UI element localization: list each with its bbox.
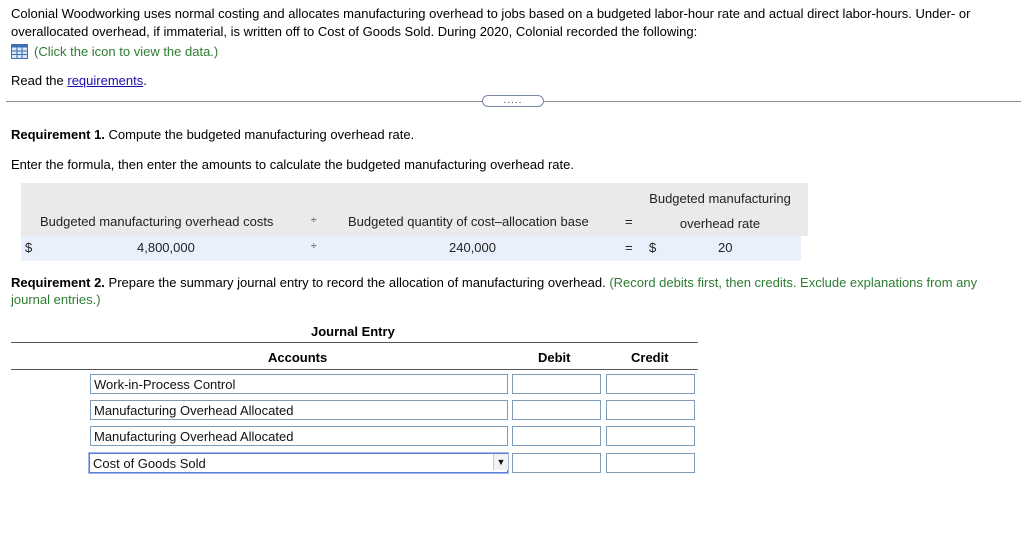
read-requirements [11, 73, 147, 88]
credit-column-header: Credit [631, 350, 669, 365]
account-input-row-3[interactable]: Manufacturing Overhead Allocated [90, 426, 508, 446]
credit-input-row-4[interactable] [606, 453, 695, 473]
requirement-2-label: Requirement 2. [11, 275, 105, 290]
account-input-row-1[interactable]: Work-in-Process Control [90, 374, 508, 394]
data-link-text[interactable]: (Click the icon to view the data.) [34, 43, 219, 59]
journal-entry-title: Journal Entry [311, 324, 395, 339]
divide-operator: ÷ [311, 215, 317, 226]
read-prefix: Read the [11, 73, 68, 88]
requirement-1-label: Requirement 1. [11, 127, 105, 142]
expand-button[interactable]: ..... [482, 95, 544, 107]
account-select-value-row-4[interactable]: Cost of Goods Sold [89, 453, 508, 473]
credit-input-row-1[interactable] [606, 374, 695, 394]
requirement-2-note: (Record debits first, then credits. Exclude explanations from any journal entries.) [11, 275, 978, 307]
debit-input-row-1[interactable] [512, 374, 601, 394]
equals-sign-values: = [625, 240, 633, 255]
requirements-link[interactable]: requirements [67, 73, 144, 88]
numerator-value[interactable]: 4,800,000 [137, 240, 195, 255]
accounts-column-header: Accounts [268, 350, 328, 365]
denominator-label: Budgeted quantity of cost–allocation base [348, 214, 589, 229]
problem-intro: Colonial Woodworking uses normal costing and allocates manufacturing overhead to jobs based on a budgeted labor-hour rate and actual direct labor-hours. Under- or overallocated overhead, if immaterial, is written off to Cost of Goods Sold. During 2020, Colonial recorded the following: [11, 6, 971, 39]
numerator-label: Budgeted manufacturing overhead costs [40, 214, 274, 229]
requirement-2-heading [11, 274, 1011, 308]
currency-sign-numerator: $ [25, 240, 33, 255]
account-select-row-4[interactable] [88, 452, 509, 474]
credit-input-row-3[interactable] [606, 426, 695, 446]
account-input-row-2[interactable]: Manufacturing Overhead Allocated [90, 400, 508, 420]
requirement-1-heading [11, 127, 414, 142]
debit-column-header: Debit [538, 350, 571, 365]
denominator-value[interactable]: 240,000 [449, 240, 496, 255]
requirement-2-text: Prepare the summary journal entry to record the allocation of manufacturing overhead. [104, 275, 610, 290]
journal-header-rule [11, 369, 698, 370]
divide-operator-values: ÷ [311, 241, 317, 252]
requirement-1-instruction: Enter the formula, then enter the amounts to calculate the budgeted manufacturing overhead rate. [11, 157, 574, 172]
debit-input-row-3[interactable] [512, 426, 601, 446]
data-link-row[interactable] [11, 42, 218, 60]
currency-sign-result: $ [649, 240, 657, 255]
requirement-1-text: Compute the budgeted manufacturing overhead rate. [104, 127, 415, 142]
debit-input-row-2[interactable] [512, 400, 601, 420]
read-suffix: . [143, 73, 147, 88]
result-label-line1: Budgeted manufacturing [649, 191, 791, 206]
debit-input-row-4[interactable] [512, 453, 601, 473]
data-table-icon[interactable] [11, 44, 28, 59]
equals-sign-header: = [625, 214, 633, 229]
result-value[interactable]: 20 [718, 240, 733, 255]
dropdown-arrow-icon[interactable]: ▼ [493, 454, 508, 470]
result-label-line2: overhead rate [679, 216, 761, 231]
journal-top-rule [11, 342, 698, 343]
credit-input-row-2[interactable] [606, 400, 695, 420]
